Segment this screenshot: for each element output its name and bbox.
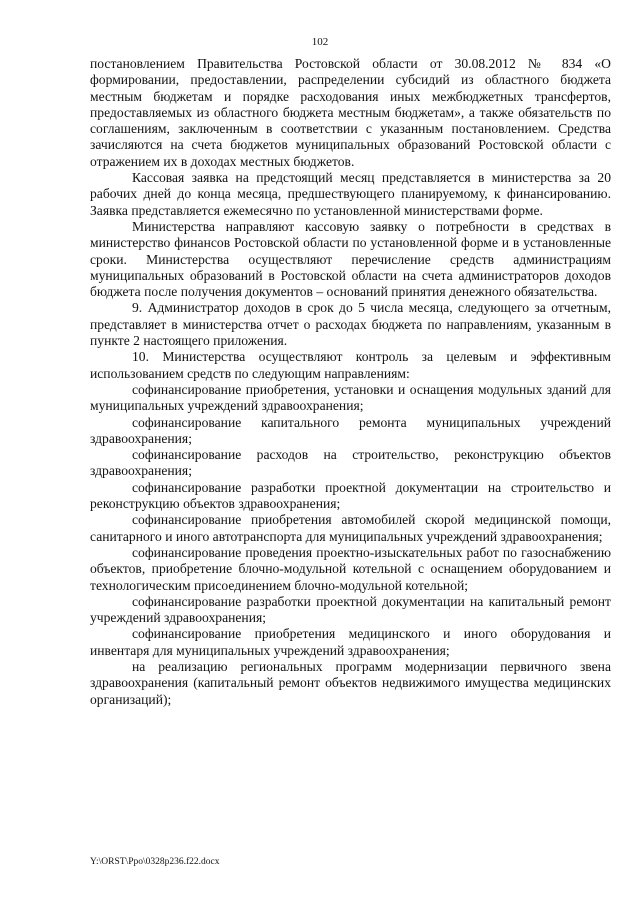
- paragraph: 10. Министерства осуществляют контроль за целевым и эффективным использованием средств по следующим направлениям:: [90, 349, 611, 381]
- list-item: софинансирование капитального ремонта муниципальных учреждений здравоохранения;: [90, 414, 611, 446]
- paragraph: Министерства направляют кассовую заявку о потребности в средствах в министерство финансов Ростовской области по установленной форме и в установленные сроки. Министерства осуществляют перечисление средств администрациям муниципальных образований в Ростовской области на счета администраторов доходов бюджета после получения документов – оснований принятия денежного обязательства.: [90, 218, 611, 300]
- list-item: софинансирование приобретения автомобилей скорой медицинской помощи, санитарного и иного автотранспорта для муниципальных учреждений здравоохранения;: [90, 512, 611, 544]
- list-item: на реализацию региональных программ модернизации первичного звена здравоохранения (капитальный ремонт объектов недвижимого имущества медицинских организаций);: [90, 658, 611, 707]
- paragraph: 9. Администратор доходов в срок до 5 числа месяца, следующего за отчетным, представляет в министерства отчет о расходах бюджета по направлениям, указанным в пункте 2 настоящего приложения.: [90, 300, 611, 349]
- list-item: софинансирование разработки проектной документации на капитальный ремонт учреждений здравоохранения;: [90, 593, 611, 626]
- paragraph: постановлением Правительства Ростовской области от 30.08.2012 № 834 «О формировании, предоставлении, распределении субсидий из областного бюджета местным бюджетам и порядке расходования иных межбюджетных трансфертов, предоставляемых из областного бюджета местным бюджетам», а также обязательств по соглашениям, заключенным в соответствии с указанным постановлением. Средства зачисляются на счета бюджетов муниципальных образований Ростовской области с отражением их в доходах местных бюджетов.: [90, 56, 611, 169]
- list-item: софинансирование расходов на строительство, реконструкцию объектов здравоохранения;: [90, 447, 611, 479]
- list-item: софинансирование приобретения медицинского и иного оборудования и инвентаря для муниципальных учреждений здравоохранения;: [90, 626, 611, 658]
- footer-file-path: Y:\ORST\Ppo\0328p236.f22.docx: [90, 857, 220, 867]
- document-body: [90, 56, 611, 708]
- list-item: софинансирование проведения проектно-изыскательных работ по газоснабжению объектов, приобретение блочно-модульной котельной с оснащением оборудованием и технологическим присоединением блочно-модульной котельной;: [90, 544, 611, 593]
- list-item: софинансирование приобретения, установки и оснащения модульных зданий для муниципальных учреждений здравоохранения;: [90, 381, 611, 414]
- paragraph: Кассовая заявка на предстоящий месяц представляется в министерства за 20 рабочих дней до конца месяца, предшествующего планируемому, к финансированию. Заявка представляется ежемесячно по установленной министерствами форме.: [90, 170, 611, 218]
- page-number: 102: [311, 36, 329, 48]
- list-item: софинансирование разработки проектной документации на строительство и реконструкцию объектов здравоохранения;: [90, 479, 611, 512]
